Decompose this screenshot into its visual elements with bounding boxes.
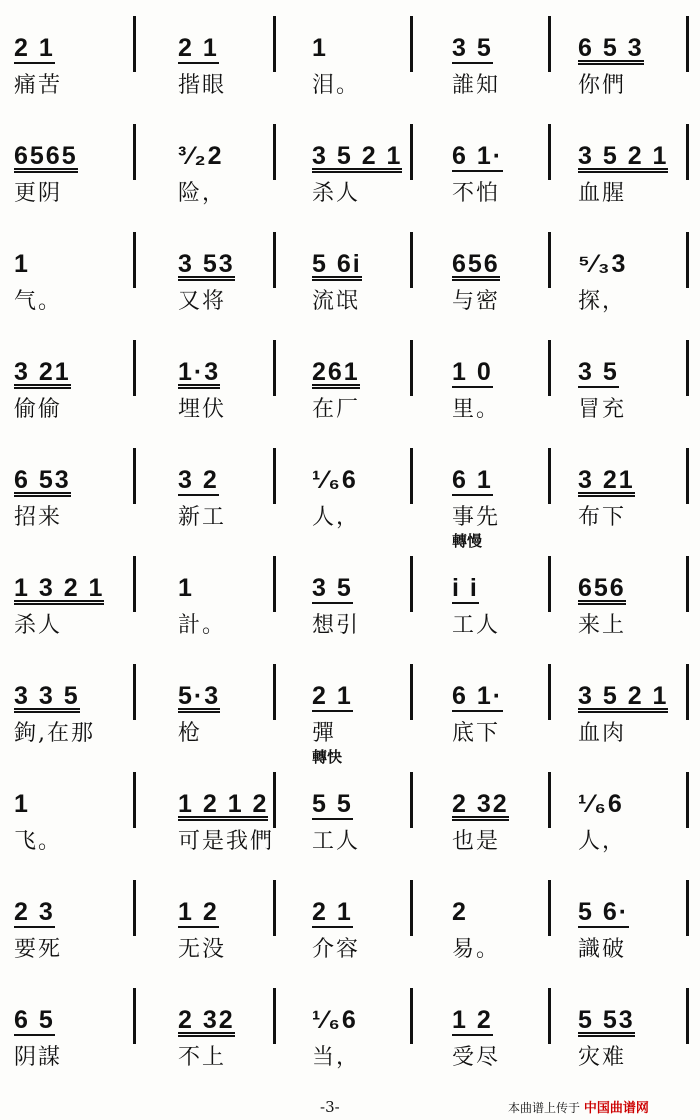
bar-line xyxy=(273,988,276,1044)
bar-line xyxy=(686,772,689,828)
lyric: 人， xyxy=(578,829,627,854)
bar-line xyxy=(686,556,689,612)
score-row xyxy=(0,532,700,658)
bar-line xyxy=(548,556,551,612)
bar-line xyxy=(548,448,551,504)
site-name: 中国曲谱网 xyxy=(583,1101,649,1116)
lyric: 工人 xyxy=(452,613,501,638)
lyric: 又将 xyxy=(178,289,227,314)
bar-line xyxy=(548,664,551,720)
lyric: 誰知 xyxy=(452,73,501,98)
lyric: 計。 xyxy=(178,613,227,638)
lyric: 枪 xyxy=(178,721,203,746)
lyric: 气。 xyxy=(14,289,63,314)
score-row xyxy=(0,224,700,334)
notation: 3 53 xyxy=(178,252,235,281)
lyric: 也是 xyxy=(452,829,501,854)
notation: 6 1 xyxy=(452,466,493,494)
lyric: 介容 xyxy=(312,937,361,962)
bar-line xyxy=(548,772,551,828)
bar-line xyxy=(410,772,413,828)
notation: 656 xyxy=(578,576,626,605)
lyric: 工人 xyxy=(312,829,361,854)
lyric: 人， xyxy=(312,505,361,530)
lyric: 痛苦 xyxy=(14,73,63,98)
lyric: 与密 xyxy=(452,289,501,314)
bar-line xyxy=(686,988,689,1044)
lyric: 布下 xyxy=(578,505,627,530)
bar-line xyxy=(273,340,276,396)
notation: 1 xyxy=(14,250,30,278)
lyric: 泪。 xyxy=(312,73,361,98)
notation: ¹⁄₆6 xyxy=(578,790,624,818)
bar-line xyxy=(686,880,689,936)
lyric: 血肉 xyxy=(578,721,627,746)
lyric: 可是我們 xyxy=(178,829,275,854)
notation: ¹⁄₆6 xyxy=(312,1006,358,1034)
lyric: 識破 xyxy=(578,937,627,962)
notation: 3 5 2 1 xyxy=(578,684,668,713)
bar-line xyxy=(686,340,689,396)
notation: 5 53 xyxy=(578,1008,635,1037)
notation: 6 5 xyxy=(14,1006,55,1034)
page-number: -3- xyxy=(320,1098,340,1116)
notation: 1 0 xyxy=(452,358,493,386)
bar-line xyxy=(686,664,689,720)
bar-line xyxy=(273,232,276,288)
bar-line xyxy=(273,664,276,720)
lyric: 新工 xyxy=(178,505,227,530)
bar-line xyxy=(686,448,689,504)
notation: 2 xyxy=(452,898,468,926)
lyric: 阴謀 xyxy=(14,1045,63,1070)
lyric: 里。 xyxy=(452,397,501,422)
bar-line xyxy=(686,124,689,180)
bar-line xyxy=(133,880,136,936)
watermark xyxy=(508,1097,649,1116)
lyric: 流氓 xyxy=(312,289,361,314)
lyric: 当， xyxy=(312,1045,361,1070)
notation: 1 xyxy=(178,574,194,602)
lyric: 揩眼 xyxy=(178,73,227,98)
lyric: 飞。 xyxy=(14,829,63,854)
bar-line xyxy=(273,16,276,72)
bar-line xyxy=(273,880,276,936)
notation: 6 1· xyxy=(452,682,504,710)
notation: 2 3 xyxy=(14,898,55,926)
bar-line xyxy=(410,124,413,180)
bar-line xyxy=(133,664,136,720)
score-row xyxy=(0,116,700,226)
lyric: 灾难 xyxy=(578,1045,627,1070)
notation: 3 21 xyxy=(14,360,71,389)
notation: 2 1 xyxy=(14,34,55,62)
notation: 656 xyxy=(452,252,500,281)
bar-line xyxy=(410,340,413,396)
notation: 5 6· xyxy=(578,898,630,926)
bar-line xyxy=(133,16,136,72)
notation: 3 5 xyxy=(578,358,619,386)
notation: 6565 xyxy=(14,144,78,173)
lyric: 血腥 xyxy=(578,181,627,206)
bar-line xyxy=(548,16,551,72)
notation: 2 1 xyxy=(312,682,353,710)
notation: 1·3 xyxy=(178,360,220,389)
notation: 2 32 xyxy=(452,792,509,821)
bar-line xyxy=(410,988,413,1044)
lyric: 无没 xyxy=(178,937,227,962)
bar-line xyxy=(410,880,413,936)
notation: 2 1 xyxy=(178,34,219,62)
tempo-marking: 轉快 xyxy=(312,748,343,766)
bar-line xyxy=(548,124,551,180)
notation: 2 32 xyxy=(178,1008,235,1037)
notation: 3 3 5 xyxy=(14,684,80,713)
notation: ³⁄₂2 xyxy=(178,142,224,170)
lyric: 杀人 xyxy=(14,613,63,638)
notation: 6 53 xyxy=(14,468,71,497)
tempo-marking: 轉慢 xyxy=(452,532,483,550)
score-row xyxy=(0,8,700,118)
bar-line xyxy=(548,232,551,288)
bar-line xyxy=(133,124,136,180)
upload-note: 本曲谱上传于 xyxy=(508,1101,581,1115)
bar-line xyxy=(548,880,551,936)
score-row xyxy=(0,872,700,982)
notation: 1 2 xyxy=(452,1006,493,1034)
notation: ¹⁄₆6 xyxy=(312,466,358,494)
lyric: 底下 xyxy=(452,721,501,746)
bar-line xyxy=(133,988,136,1044)
notation: 3 5 2 1 xyxy=(578,144,668,173)
lyric: 不上 xyxy=(178,1045,227,1070)
lyric: 险， xyxy=(178,181,227,206)
notation: 6 5 3 xyxy=(578,36,644,65)
bar-line xyxy=(133,232,136,288)
bar-line xyxy=(410,16,413,72)
score-row xyxy=(0,440,700,550)
score-row xyxy=(0,980,700,1090)
notation: 6 1· xyxy=(452,142,504,170)
score-row xyxy=(0,748,700,874)
lyric: 更阴 xyxy=(14,181,63,206)
bar-line xyxy=(273,124,276,180)
notation: 2 1 xyxy=(312,898,353,926)
notation: 1 xyxy=(14,790,30,818)
notation: 3 2 xyxy=(178,466,219,494)
bar-line xyxy=(133,340,136,396)
notation: i i xyxy=(452,574,479,602)
bar-line xyxy=(548,988,551,1044)
bar-line xyxy=(273,448,276,504)
notation: 5·3 xyxy=(178,684,220,713)
notation: 1 3 2 1 xyxy=(14,576,104,605)
notation: 5 5 xyxy=(312,790,353,818)
bar-line xyxy=(410,232,413,288)
score-row xyxy=(0,332,700,442)
notation: 5 6i xyxy=(312,252,362,281)
lyric: 易。 xyxy=(452,937,501,962)
notation: 1 2 1 2 xyxy=(178,792,268,821)
notation: 3 21 xyxy=(578,468,635,497)
lyric: 要死 xyxy=(14,937,63,962)
lyric: 偷偷 xyxy=(14,397,63,422)
bar-line xyxy=(133,556,136,612)
bar-line xyxy=(410,664,413,720)
notation: ⁵⁄₃3 xyxy=(578,250,628,278)
lyric: 事先 xyxy=(452,505,501,530)
lyric: 不怕 xyxy=(452,181,501,206)
lyric: 来上 xyxy=(578,613,627,638)
bar-line xyxy=(410,448,413,504)
bar-line xyxy=(410,556,413,612)
bar-line xyxy=(548,340,551,396)
lyric: 受尽 xyxy=(452,1045,501,1070)
lyric: 冒充 xyxy=(578,397,627,422)
bar-line xyxy=(133,448,136,504)
bar-line xyxy=(133,772,136,828)
lyric: 在厂 xyxy=(312,397,361,422)
notation: 261 xyxy=(312,360,360,389)
notation: 1 xyxy=(312,34,328,62)
score-row xyxy=(0,656,700,766)
lyric: 鉤,在那 xyxy=(14,721,95,746)
lyric: 想引 xyxy=(312,613,361,638)
bar-line xyxy=(273,556,276,612)
lyric: 探， xyxy=(578,289,627,314)
bar-line xyxy=(686,232,689,288)
notation: 3 5 2 1 xyxy=(312,144,402,173)
lyric: 彈 xyxy=(312,721,337,746)
lyric: 埋伏 xyxy=(178,397,227,422)
bar-line xyxy=(273,772,276,828)
lyric: 招来 xyxy=(14,505,63,530)
lyric: 杀人 xyxy=(312,181,361,206)
notation: 3 5 xyxy=(452,34,493,62)
bar-line xyxy=(686,16,689,72)
lyric: 你們 xyxy=(578,73,627,98)
notation: 1 2 xyxy=(178,898,219,926)
notation: 3 5 xyxy=(312,574,353,602)
